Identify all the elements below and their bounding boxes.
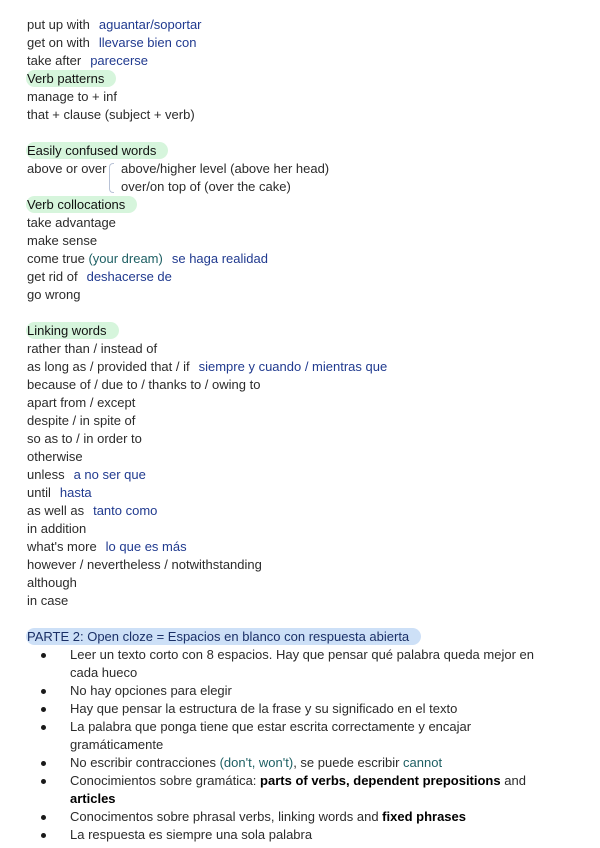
notes-page	[27, 16, 587, 844]
parte2-heading: PARTE 2: Open cloze = Espacios en blanco con respuesta abierta	[26, 628, 421, 645]
brace-icon	[109, 163, 114, 193]
spacer	[27, 124, 587, 142]
bullet-text: and	[504, 773, 526, 788]
linking-item: in addition	[27, 521, 87, 536]
verb-patterns-heading-row	[27, 70, 587, 88]
collocation-en: get rid of	[27, 269, 78, 284]
linking-words-heading-row	[27, 322, 587, 340]
bullet-icon	[41, 779, 46, 784]
vocab-row	[27, 52, 587, 70]
bullet-text: Conocimentos sobre phrasal verbs, linking words and	[70, 809, 379, 824]
bullet-text: Leer un texto corto con 8 espacios. Hay que pensar qué palabra queda mejor en cada hueco	[70, 647, 534, 680]
parte2-bullet-list	[27, 646, 587, 844]
bullet-text: Conocimientos sobre gramática:	[70, 773, 257, 788]
linking-en: until	[27, 485, 51, 500]
collocation-paren: (your dream)	[88, 251, 163, 266]
confused-word: above or over	[27, 161, 107, 176]
confused-words-heading: Easily confused words	[26, 142, 168, 159]
confused-words-entry	[27, 160, 587, 196]
linking-item	[27, 466, 587, 484]
bullet-icon	[41, 815, 46, 820]
verb-patterns-heading: Verb patterns	[26, 70, 116, 87]
linking-es: siempre y cuando / mientras que	[198, 359, 388, 374]
cannot-example: cannot	[403, 755, 443, 770]
bullet-item	[27, 754, 550, 772]
vocab-en: take after	[27, 53, 82, 68]
parte2-heading-row	[27, 628, 587, 646]
verb-collocations-heading: Verb collocations	[26, 196, 137, 213]
bold-term: articles	[70, 791, 116, 806]
bold-term: fixed phrases	[382, 809, 466, 824]
contraction-examples: (don't, won't)	[219, 755, 294, 770]
bullet-item	[27, 646, 550, 682]
vocab-es: llevarse bien con	[98, 35, 197, 50]
vocab-es: aguantar/soportar	[98, 17, 202, 32]
bullet-icon	[41, 689, 46, 694]
bullet-item: Conocimientos sobre gramática: parts of verbs, dependent prepositions and articles	[27, 772, 550, 808]
linking-es: hasta	[59, 485, 92, 500]
linking-item: otherwise	[27, 449, 83, 464]
bullet-text: No escribir contracciones	[70, 755, 216, 770]
confused-words-heading-row	[27, 142, 587, 160]
verb-collocations-heading-row	[27, 196, 587, 214]
collocation-es: se haga realidad	[171, 251, 268, 266]
linking-en: what's more	[27, 539, 97, 554]
linking-en: unless	[27, 467, 65, 482]
collocation-item	[27, 250, 587, 268]
collocation-item: make sense	[27, 233, 98, 248]
linking-es: tanto como	[93, 503, 158, 518]
collocation-item: go wrong	[27, 287, 81, 302]
linking-es: a no ser que	[73, 467, 146, 482]
linking-item: so as to / in order to	[27, 431, 142, 446]
confused-option: over/on top of (over the cake)	[121, 179, 291, 194]
bullet-icon	[41, 707, 46, 712]
linking-item: because of / due to / thanks to / owing to	[27, 377, 261, 392]
linking-en: as long as / provided that / if	[27, 359, 190, 374]
bullet-item	[27, 826, 550, 844]
bold-term: dependent prepositions	[353, 773, 501, 788]
vocab-row	[27, 16, 587, 34]
verb-pattern-item: that + clause (subject + verb)	[27, 107, 195, 122]
bullet-item	[27, 808, 550, 826]
bold-term: parts of verbs	[260, 773, 347, 788]
linking-item	[27, 538, 587, 556]
vocab-en: get on with	[27, 35, 90, 50]
linking-words-heading: Linking words	[26, 322, 119, 339]
spacer	[27, 610, 587, 628]
linking-item	[27, 484, 587, 502]
bullet-icon	[41, 833, 46, 838]
vocab-es: parecerse	[90, 53, 149, 68]
linking-en: as well as	[27, 503, 85, 518]
bullet-item	[27, 682, 550, 700]
bullet-icon	[41, 653, 46, 658]
bullet-item	[27, 718, 550, 754]
bullet-icon	[41, 761, 46, 766]
verb-pattern-item: manage to + inf	[27, 89, 117, 104]
linking-item: apart from / except	[27, 395, 136, 410]
bullet-item	[27, 700, 550, 718]
linking-item	[27, 358, 587, 376]
collocation-item	[27, 268, 587, 286]
spacer	[27, 304, 587, 322]
bullet-text: , se puede escribir	[293, 755, 400, 770]
linking-item	[27, 502, 587, 520]
bullet-text: La palabra que ponga tiene que estar escrita correctamente y encajar gramáticamente	[70, 719, 472, 752]
linking-item: however / nevertheless / notwithstanding	[27, 557, 262, 572]
collocation-item: take advantage	[27, 215, 116, 230]
collocation-es: deshacerse de	[86, 269, 172, 284]
bullet-text: La respuesta es siempre una sola palabra	[70, 827, 313, 842]
vocab-en: put up with	[27, 17, 90, 32]
collocation-en: come true	[27, 251, 85, 266]
bullet-icon	[41, 725, 46, 730]
linking-item: rather than / instead of	[27, 341, 158, 356]
linking-item: despite / in spite of	[27, 413, 136, 428]
linking-es: lo que es más	[105, 539, 187, 554]
linking-item: although	[27, 575, 77, 590]
bullet-text: No hay opciones para elegir	[70, 683, 232, 698]
bullet-text: Hay que pensar la estructura de la frase y su significado en el texto	[70, 701, 458, 716]
vocab-row	[27, 34, 587, 52]
confused-option: above/higher level (above her head)	[121, 161, 330, 176]
linking-item: in case	[27, 593, 69, 608]
